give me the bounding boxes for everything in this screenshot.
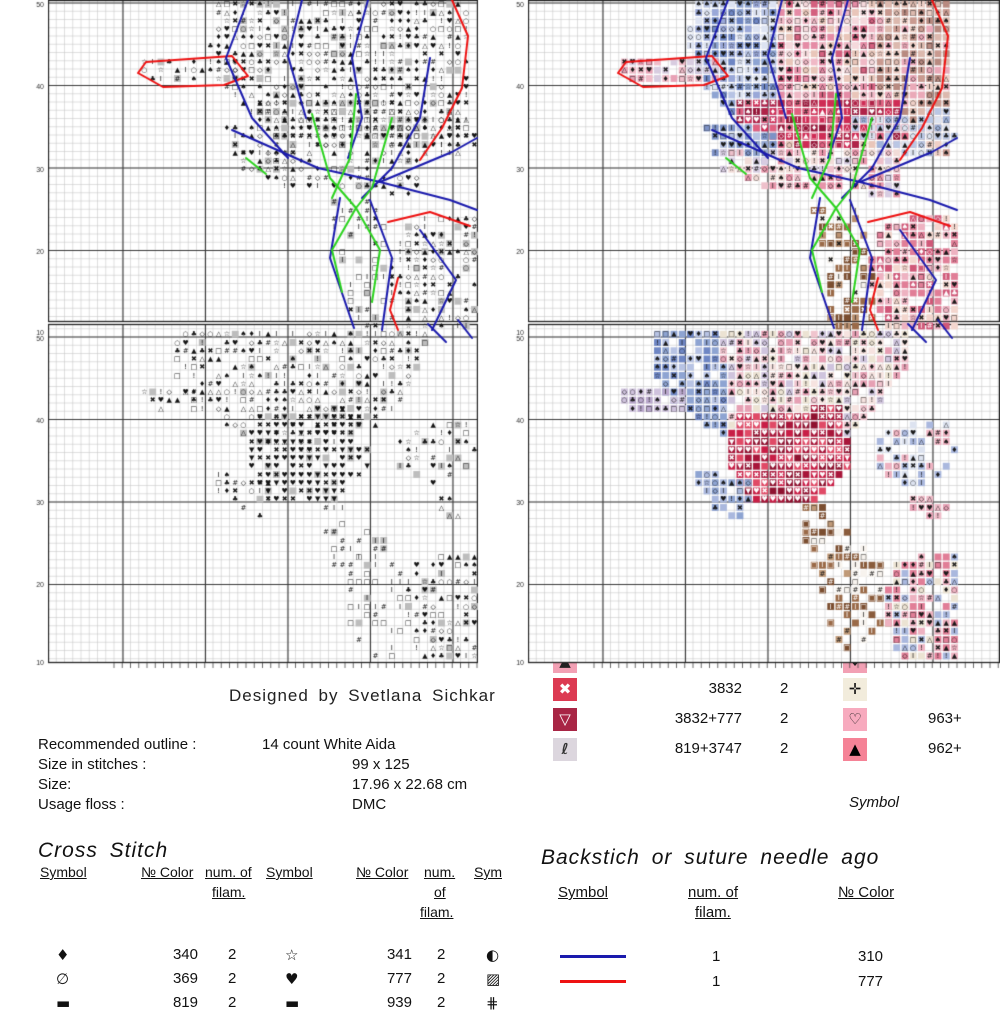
col-header-num: num. (424, 864, 456, 880)
stitch-symbol: ◐ (486, 946, 500, 964)
floss-color-number: 310 (858, 948, 884, 965)
color-legend-filament-count: 2 (780, 680, 789, 697)
floss-color-number: 939 (386, 994, 412, 1011)
col-header-num: num. of (688, 884, 739, 901)
spec-value: 17.96 x 22.68 cm (352, 776, 468, 793)
filament-count: 2 (228, 970, 237, 987)
backstitch-line-swatch (560, 980, 626, 983)
col-header-num: num. of (205, 864, 252, 880)
filament-count: 2 (437, 994, 446, 1011)
col-header-symbol: Sym (474, 864, 502, 880)
cross-stitch-title: Cross Stitch (38, 839, 169, 862)
color-legend-color-number: 3832 (708, 680, 742, 697)
color-legend-symbol: ✛ (843, 678, 867, 701)
col-header-num: filam. (695, 904, 731, 921)
spec-value: 99 x 125 (352, 756, 410, 773)
col-header-symbol: Symbol (266, 864, 313, 880)
spec-value: 14 count White Aida (262, 736, 396, 753)
floss-color-number: 819 (172, 994, 198, 1011)
filament-count: 1 (712, 948, 721, 965)
floss-color-number: 340 (172, 946, 198, 963)
color-legend-color-number: 819+3747 (674, 740, 742, 757)
col-header-num: filam. (212, 884, 246, 900)
col-header-num: of (434, 884, 446, 900)
color-legend-color-number: 963+ (928, 710, 962, 727)
floss-color-number: 777 (858, 973, 884, 990)
spec-label: Usage floss : (38, 796, 125, 813)
color-legend-symbol: ♡ (843, 708, 867, 731)
stray-symbol-header: Symbol (849, 794, 900, 811)
filament-count: 2 (437, 970, 446, 987)
filament-count: 2 (437, 946, 446, 963)
spec-label: Size in stitches : (38, 756, 147, 773)
color-legend-filament-count: 2 (780, 710, 789, 727)
color-legend-filament-count: 2 (780, 740, 789, 757)
floss-color-number: 341 (386, 946, 412, 963)
stitch-symbol: ∅ (56, 970, 70, 988)
spec-label: Size: (38, 776, 72, 793)
filament-count: 1 (712, 973, 721, 990)
spec-value: DMC (352, 796, 387, 813)
col-header-symbol: Symbol (40, 864, 87, 880)
col-header-color: № Color (356, 864, 409, 880)
col-header-num: filam. (420, 904, 454, 920)
stitch-symbol: ▬ (56, 994, 71, 1012)
color-legend-color-number: 962+ (928, 740, 962, 757)
color-legend-symbol: ▲ (843, 738, 867, 761)
col-header-color: № Color (141, 864, 194, 880)
floss-color-number: 369 (172, 970, 198, 987)
color-legend-symbol: ✖ (553, 678, 577, 701)
color-legend-symbol: ℓ (553, 738, 577, 761)
col-header-symbol: Symbol (558, 884, 609, 901)
backstitch-title: Backstich or suture needle ago (541, 846, 880, 869)
spec-label: Recommended outline : (38, 736, 197, 753)
color-legend-color-number: 3832+777 (674, 710, 742, 727)
color-legend-symbol: ▽ (553, 708, 577, 731)
col-header-color: № Color (838, 884, 895, 901)
filament-count: 2 (228, 946, 237, 963)
stitch-symbol: ♦ (56, 946, 70, 964)
stitch-symbol: ☆ (285, 946, 299, 964)
stitch-symbol: ⋕ (486, 994, 499, 1012)
filament-count: 2 (228, 994, 237, 1011)
stitch-symbol: ♥ (285, 970, 299, 988)
stitch-symbol: ▬ (285, 994, 300, 1012)
floss-color-number: 777 (386, 970, 412, 987)
designed-by-text: Designed by Svetlana Sichkar (229, 686, 496, 705)
backstitch-line-swatch (560, 955, 626, 958)
stitch-symbol: ▨ (486, 970, 501, 988)
